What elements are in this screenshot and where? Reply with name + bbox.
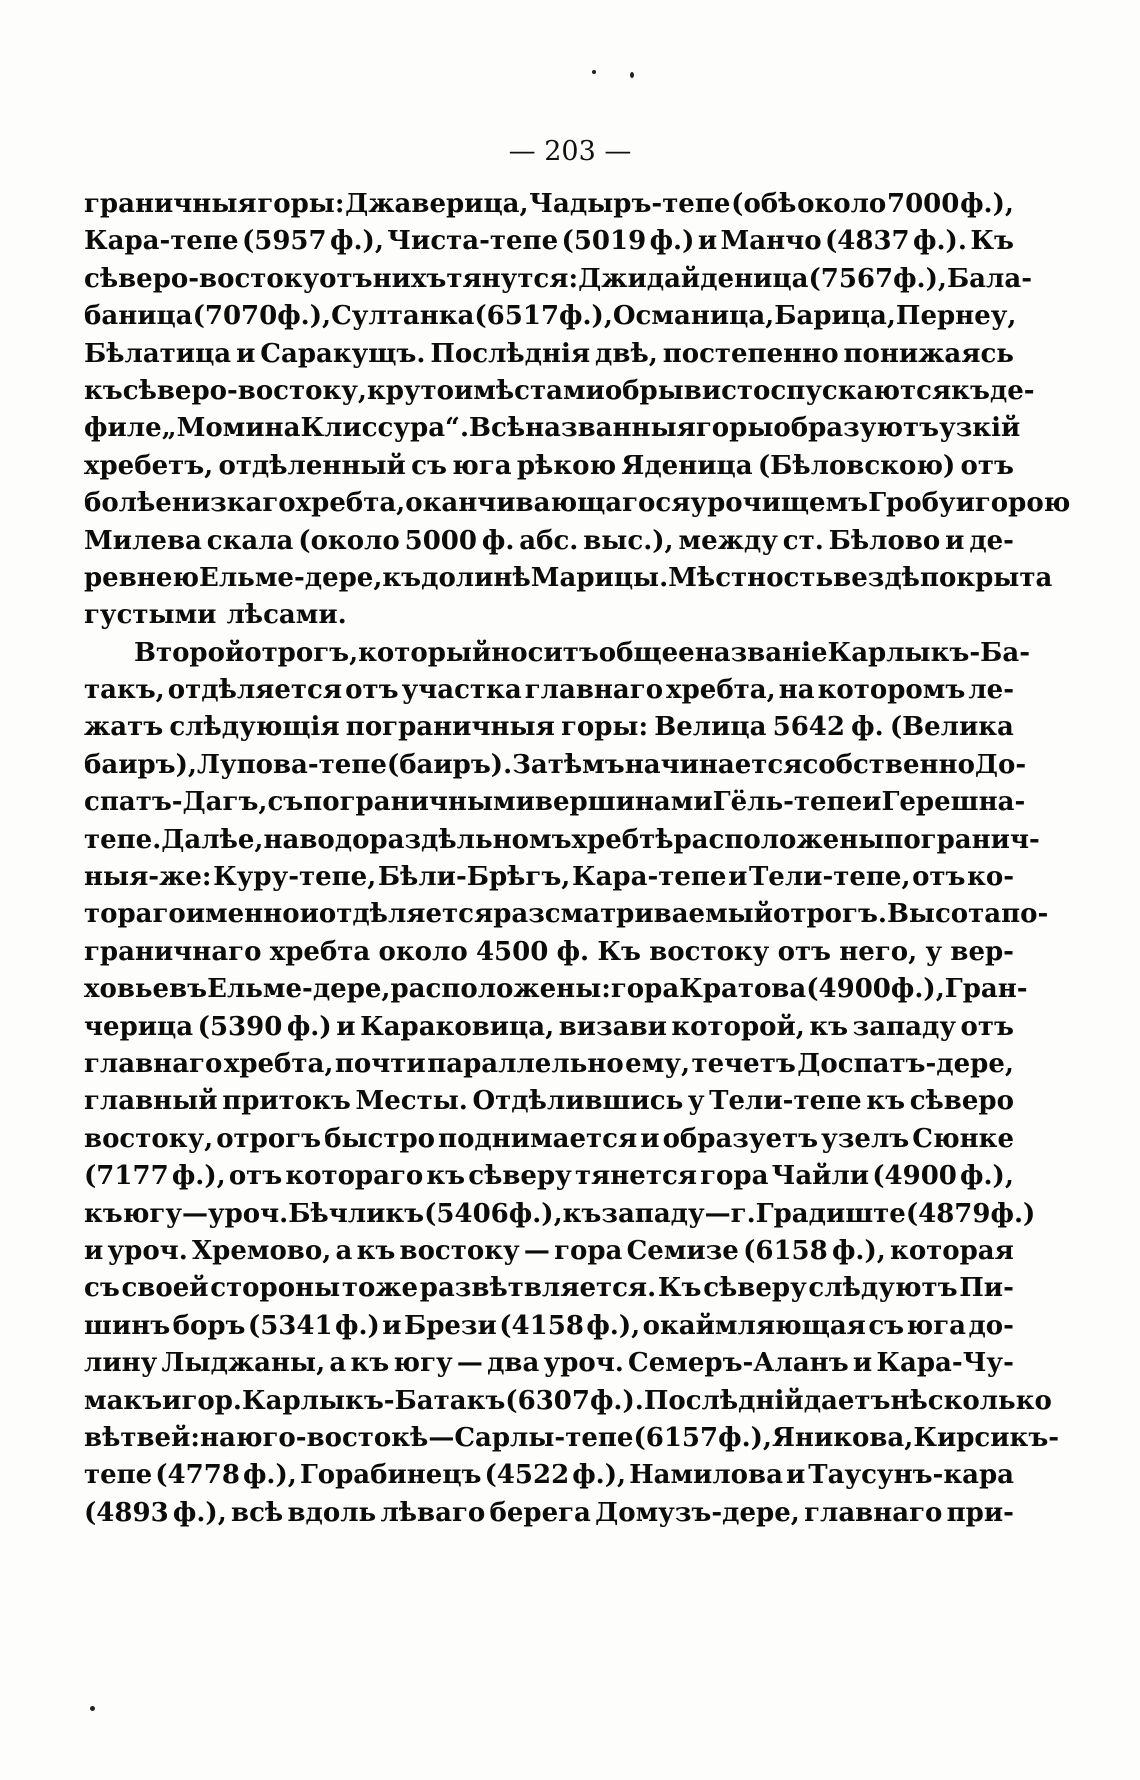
text-line: съ своей стороны тоже развѣтвляется. Къ сѣверу слѣдуютъ Пи- [84,1273,1014,1304]
text-line: граничнаго хребта около 4500 ф. Къ востоку отъ него, у вер- [84,936,1014,967]
text-line: макъ и гор. Карлыкъ-Батакъ (6307 ф.). Послѣдній даетъ нѣсколько [84,1385,1052,1416]
page-number: — 203 — [508,136,632,167]
text-line: хребетъ, отдѣленный съ юга рѣкою Яденица (Бѣловскою) отъ [84,450,1014,481]
text-line: къ сѣверо-востоку, круто и мѣстами обрывисто спускаются къ де- [84,375,1035,406]
print-speck [630,72,634,78]
text-line: баиръ), Лупова-тепе (баиръ). Затѣмъ начинается собственно До- [84,749,1027,780]
text-line: къ югу—уроч. Бѣчликъ (5406 ф.), къ западу—г. Градиште (4879 ф.) [84,1198,1036,1229]
text-line: жатъ слѣдующія пограничныя горы: Велица 5642 ф. (Велика [84,712,1014,743]
paragraph [84,635,1060,1532]
text-line: шинъ боръ (5341 ф.) и Брези (4158 ф.), окаймляющая съ юга до- [84,1310,1014,1341]
text-line: лину Лыджаны, а къ югу — два уроч. Семеръ-Аланъ и Кара-Чу- [84,1348,1014,1379]
paragraph [84,186,1071,635]
text-line: главный притокъ Месты. Отдѣлившись у Тели-тепе къ сѣверо [84,1086,1014,1117]
text-line: (4893 ф.), всѣ вдоль лѣваго берега Домузъ-дере, главнаго при- [84,1497,1014,1528]
text-line: граничныя горы: Джаверица, Чадыръ-тепе (обѣ около 7000 ф.), [84,189,1014,219]
text-line: Бѣлатица и Саракущъ. Послѣднія двѣ, постепенно понижаясь [84,338,1014,369]
text-line: Второй отрогъ, который носитъ общее названіе Карлыкъ-Ба- [134,637,1030,668]
text-line: Кара-тепе (5957 ф.), Чиста-тепе (5019 ф.) и Манчо (4837 ф.). Къ [84,226,1014,257]
text-line: ревнею Ельме-дере, къ долинѣ Марицы. Мѣстность вездѣ покрыта [84,562,1053,593]
text-line: тораго именно и отдѣляется разсматриваемый отрогъ. Высота по- [84,899,1049,930]
text-line: тепе. Далѣе, на водораздѣльномъ хребтѣ расположены погранич- [84,824,1040,855]
text-line: сѣверо-востоку отъ нихъ тянутся: Джидайденица (7567 ф.), Бала- [84,263,1033,294]
text-line: такъ, отдѣляется отъ участка главнаго хребта, на которомъ ле- [84,675,1014,706]
text-line: густыми лѣсами. [84,600,347,631]
text-line: баница (7070 ф.), Султанка (6517 ф.), Османица, Барица, Пернеу, [84,301,1017,332]
text-line: ховьевъ Ельме-дере, расположены: гора Кратова (4900 ф.), Гран- [84,974,1028,1005]
text-line: черица (5390 ф.) и Караковица, визави которой, къ западу отъ [84,1011,1014,1042]
text-line: и уроч. Хремово, а къ востоку — гора Семизе (6158 ф.), которая [84,1235,1014,1266]
text-line: болѣе низкаго хребта, оканчивающагося урочищемъ Гробу и горою [84,488,1071,519]
print-speck [592,70,596,74]
text-line: спатъ-Дагъ, съ пограничными вершинами Гёль-тепе и Герешна- [84,787,1026,818]
text-line: востоку, отрогъ быстро поднимается и образуетъ узелъ Сюнке [84,1123,1014,1154]
text-line: (7177 ф.), отъ котораго къ сѣверу тянется гора Чайли (4900 ф.), [84,1161,1014,1192]
text-line: тепе (4778 ф.), Горабинецъ (4522 ф.), Намилова и Таусунъ-кара [84,1460,1014,1491]
text-line: главнаго хребта, почти параллельно ему, течетъ Доспатъ-дере, [84,1048,1014,1079]
body-text [84,186,1071,1532]
text-line: вѣтвей: на юго-востокѣ—Сарлы-тепе (6157 ф.), Яникова, Кирсикъ- [84,1422,1060,1453]
text-line: ныя-же: Куру-тепе, Бѣли-Брѣгъ, Кара-тепе и Тели-тепе, отъ ко- [84,862,1014,893]
text-line: Милева скала (около 5000 ф. абс. выс.), между ст. Бѣлово и де- [84,525,1014,556]
text-line: филе „Момина Клиссура“. Всѣ названныя горы образуютъ узкій [84,413,1021,444]
print-speck [90,1706,95,1711]
